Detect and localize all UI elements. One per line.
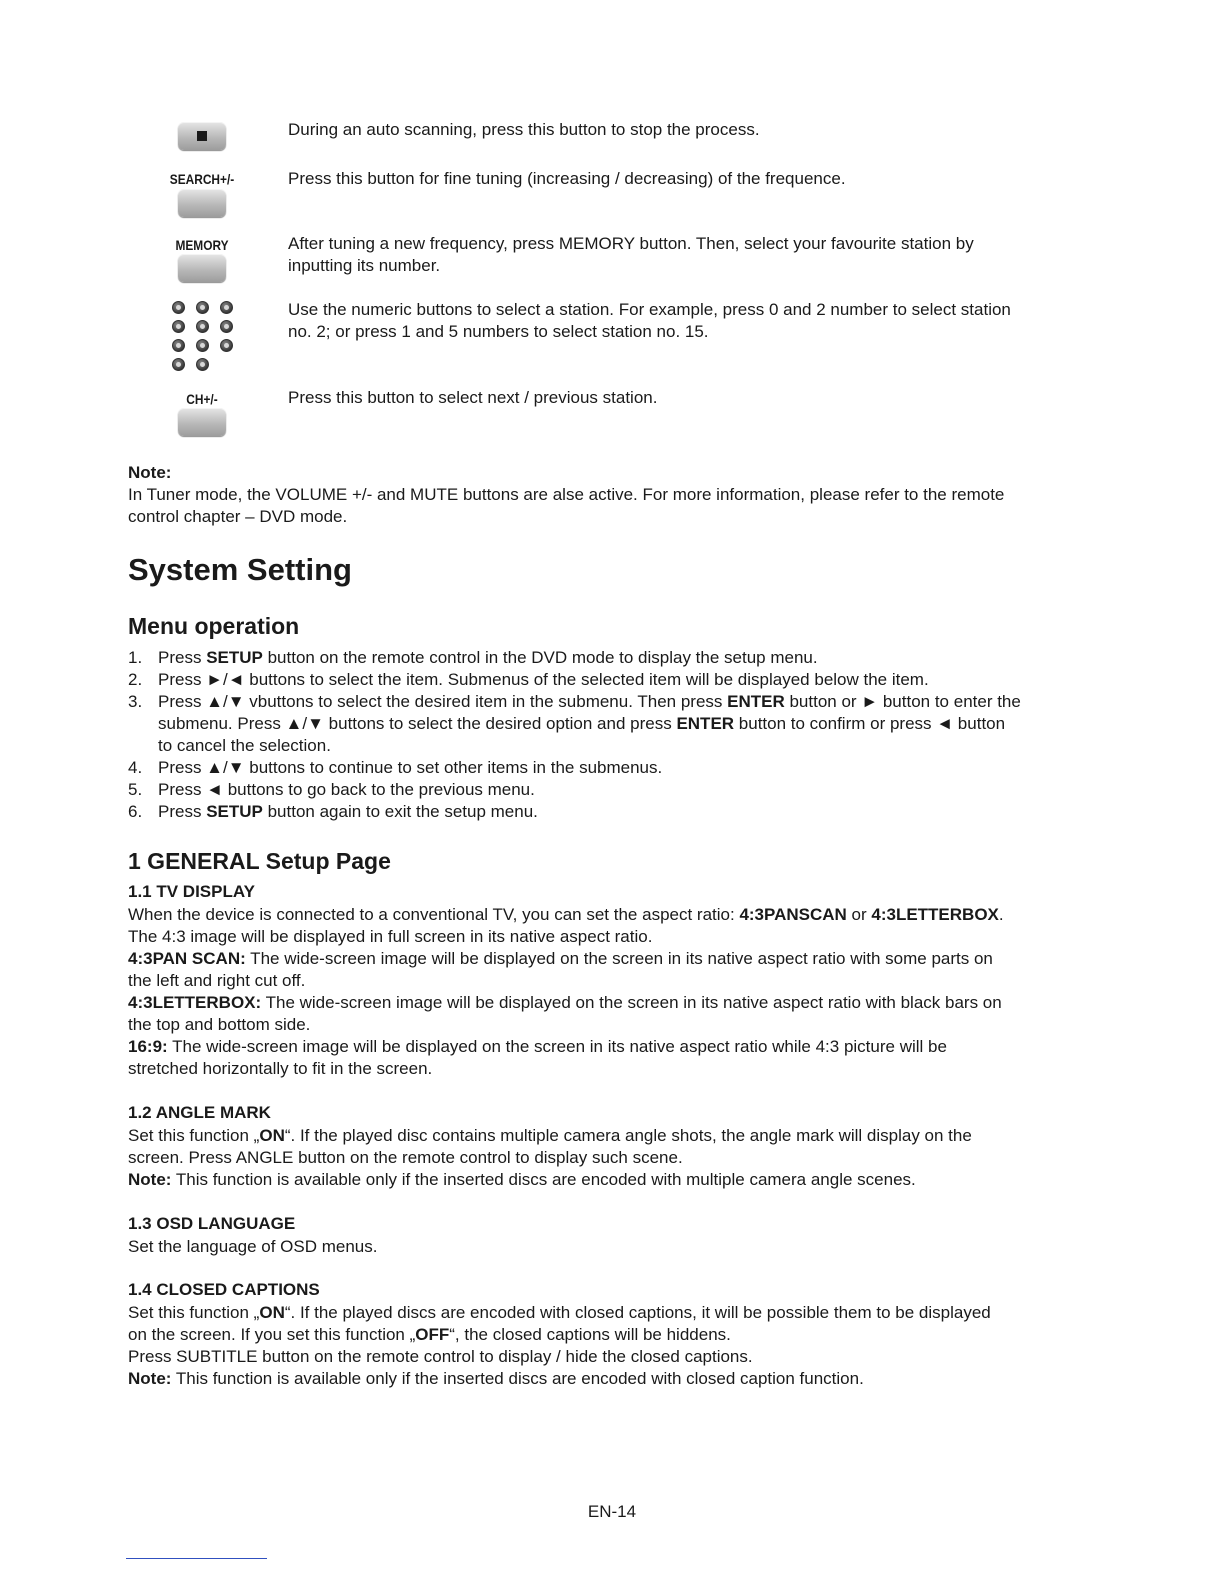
stop-icon — [197, 131, 207, 141]
angle-mark-text: Set this function „ON“. If the played disc contains multiple camera angle shots, the angle mark will display on the screen. Press ANGLE button on the remote control to display such scene. Note: This function is available only if the inserted discs are encoded with multiple camera angle scenes. — [128, 1126, 972, 1189]
numeric-keypad-graphic — [172, 301, 242, 373]
digit-8-icon — [196, 339, 209, 352]
note-title: Note: — [128, 463, 172, 482]
memory-description-line2: inputting its number. — [288, 256, 441, 275]
general-setup-title: 1 GENERAL Setup Page — [128, 848, 391, 874]
digit-9-icon — [220, 339, 233, 352]
menu-operation-title: Menu operation — [128, 613, 300, 639]
stop-button-graphic — [178, 122, 226, 150]
stop-description: During an auto scanning, press this button to stop the process. — [288, 120, 760, 139]
tv-display-text: When the device is connected to a conventional TV, you can set the aspect ratio: 4:3PANSCAN or 4:3LETTERBOX. The 4:3 image will be displayed in full screen in its native aspect ratio. 4:3PAN SCAN: The wide-screen image will be displayed on the screen in its native aspect ratio with some parts on the left and right cut off. 4:3LETTERBOX: The wide-screen image will be displayed on the screen in its native aspect ratio with black bars on the top and bottom side. 16:9: The wide-screen image will be displayed on the screen in its native aspect ratio while 4:3 picture will be stretched horizontally to fit in the screen. — [128, 905, 1004, 1078]
search-button-graphic — [178, 189, 226, 217]
digit-10-icon — [196, 358, 209, 371]
memory-label: MEMORY — [175, 237, 229, 253]
digit-0-icon — [172, 358, 185, 371]
ch-description: Press this button to select next / previous station. — [288, 388, 658, 407]
closed-captions-text: Set this function „ON“. If the played discs are encoded with closed captions, it will be possible them to be displayed on the screen. If you set this function „OFF“, the closed captions will be hiddens. Press SUBTITLE button on the remote control to display / hide the closed captions. Note: This function is available only if the inserted discs are encoded with closed caption function. — [128, 1303, 991, 1388]
osd-language-text: Set the language of OSD menus. — [128, 1237, 378, 1256]
osd-language-title: 1.3 OSD LANGUAGE — [128, 1214, 296, 1233]
list-item: 2. Press ►/◄ buttons to select the item. Submenus of the selected item will be displayed below the item. — [128, 670, 929, 689]
angle-mark-title: 1.2 ANGLE MARK — [128, 1103, 271, 1122]
closed-captions-title: 1.4 CLOSED CAPTIONS — [128, 1280, 320, 1299]
digit-4-icon — [172, 320, 185, 333]
footer-divider — [126, 1558, 267, 1559]
search-description: Press this button for fine tuning (increasing / decreasing) of the frequence. — [288, 169, 846, 188]
list-item: 1. Press SETUP button on the remote control in the DVD mode to display the setup menu. — [128, 648, 818, 667]
page-number: EN-14 — [587, 1502, 637, 1521]
digit-5-icon — [196, 320, 209, 333]
ch-button-graphic — [178, 408, 226, 436]
list-item: 5. Press ◄ buttons to go back to the previous menu. — [128, 780, 535, 799]
system-setting-title: System Setting — [128, 552, 352, 587]
digit-1-icon — [172, 301, 185, 314]
numeric-description-line2: no. 2; or press 1 and 5 numbers to select station no. 15. — [288, 322, 709, 341]
digit-2-icon — [196, 301, 209, 314]
note-line1: In Tuner mode, the VOLUME +/- and MUTE buttons are alse active. For more information, please refer to the remote — [128, 485, 1005, 504]
digit-7-icon — [172, 339, 185, 352]
note-line2: control chapter – DVD mode. — [128, 507, 348, 526]
ch-label: CH+/- — [186, 391, 218, 407]
list-item: 4. Press ▲/▼ buttons to continue to set other items in the submenus. — [128, 758, 663, 777]
memory-description-line1: After tuning a new frequency, press MEMORY button. Then, select your favourite station by — [288, 234, 974, 253]
list-item: 3. Press ▲/▼ vbuttons to select the desired item in the submenu. Then press ENTER button or ► button to enter the submenu. Press ▲/▼ buttons to select the desired option and press ENTER button to confirm or press ◄ button to cancel the selection. — [128, 692, 1021, 755]
numeric-description-line1: Use the numeric buttons to select a station. For example, press 0 and 2 number to select station — [288, 300, 1011, 319]
list-item: 6. Press SETUP button again to exit the setup menu. — [128, 802, 538, 821]
menu-steps-list — [128, 647, 1088, 823]
search-label: SEARCH+/- — [169, 171, 235, 187]
memory-button-graphic — [178, 254, 226, 282]
digit-6-icon — [220, 320, 233, 333]
digit-3-icon — [220, 301, 233, 314]
tv-display-title: 1.1 TV DISPLAY — [128, 882, 255, 901]
